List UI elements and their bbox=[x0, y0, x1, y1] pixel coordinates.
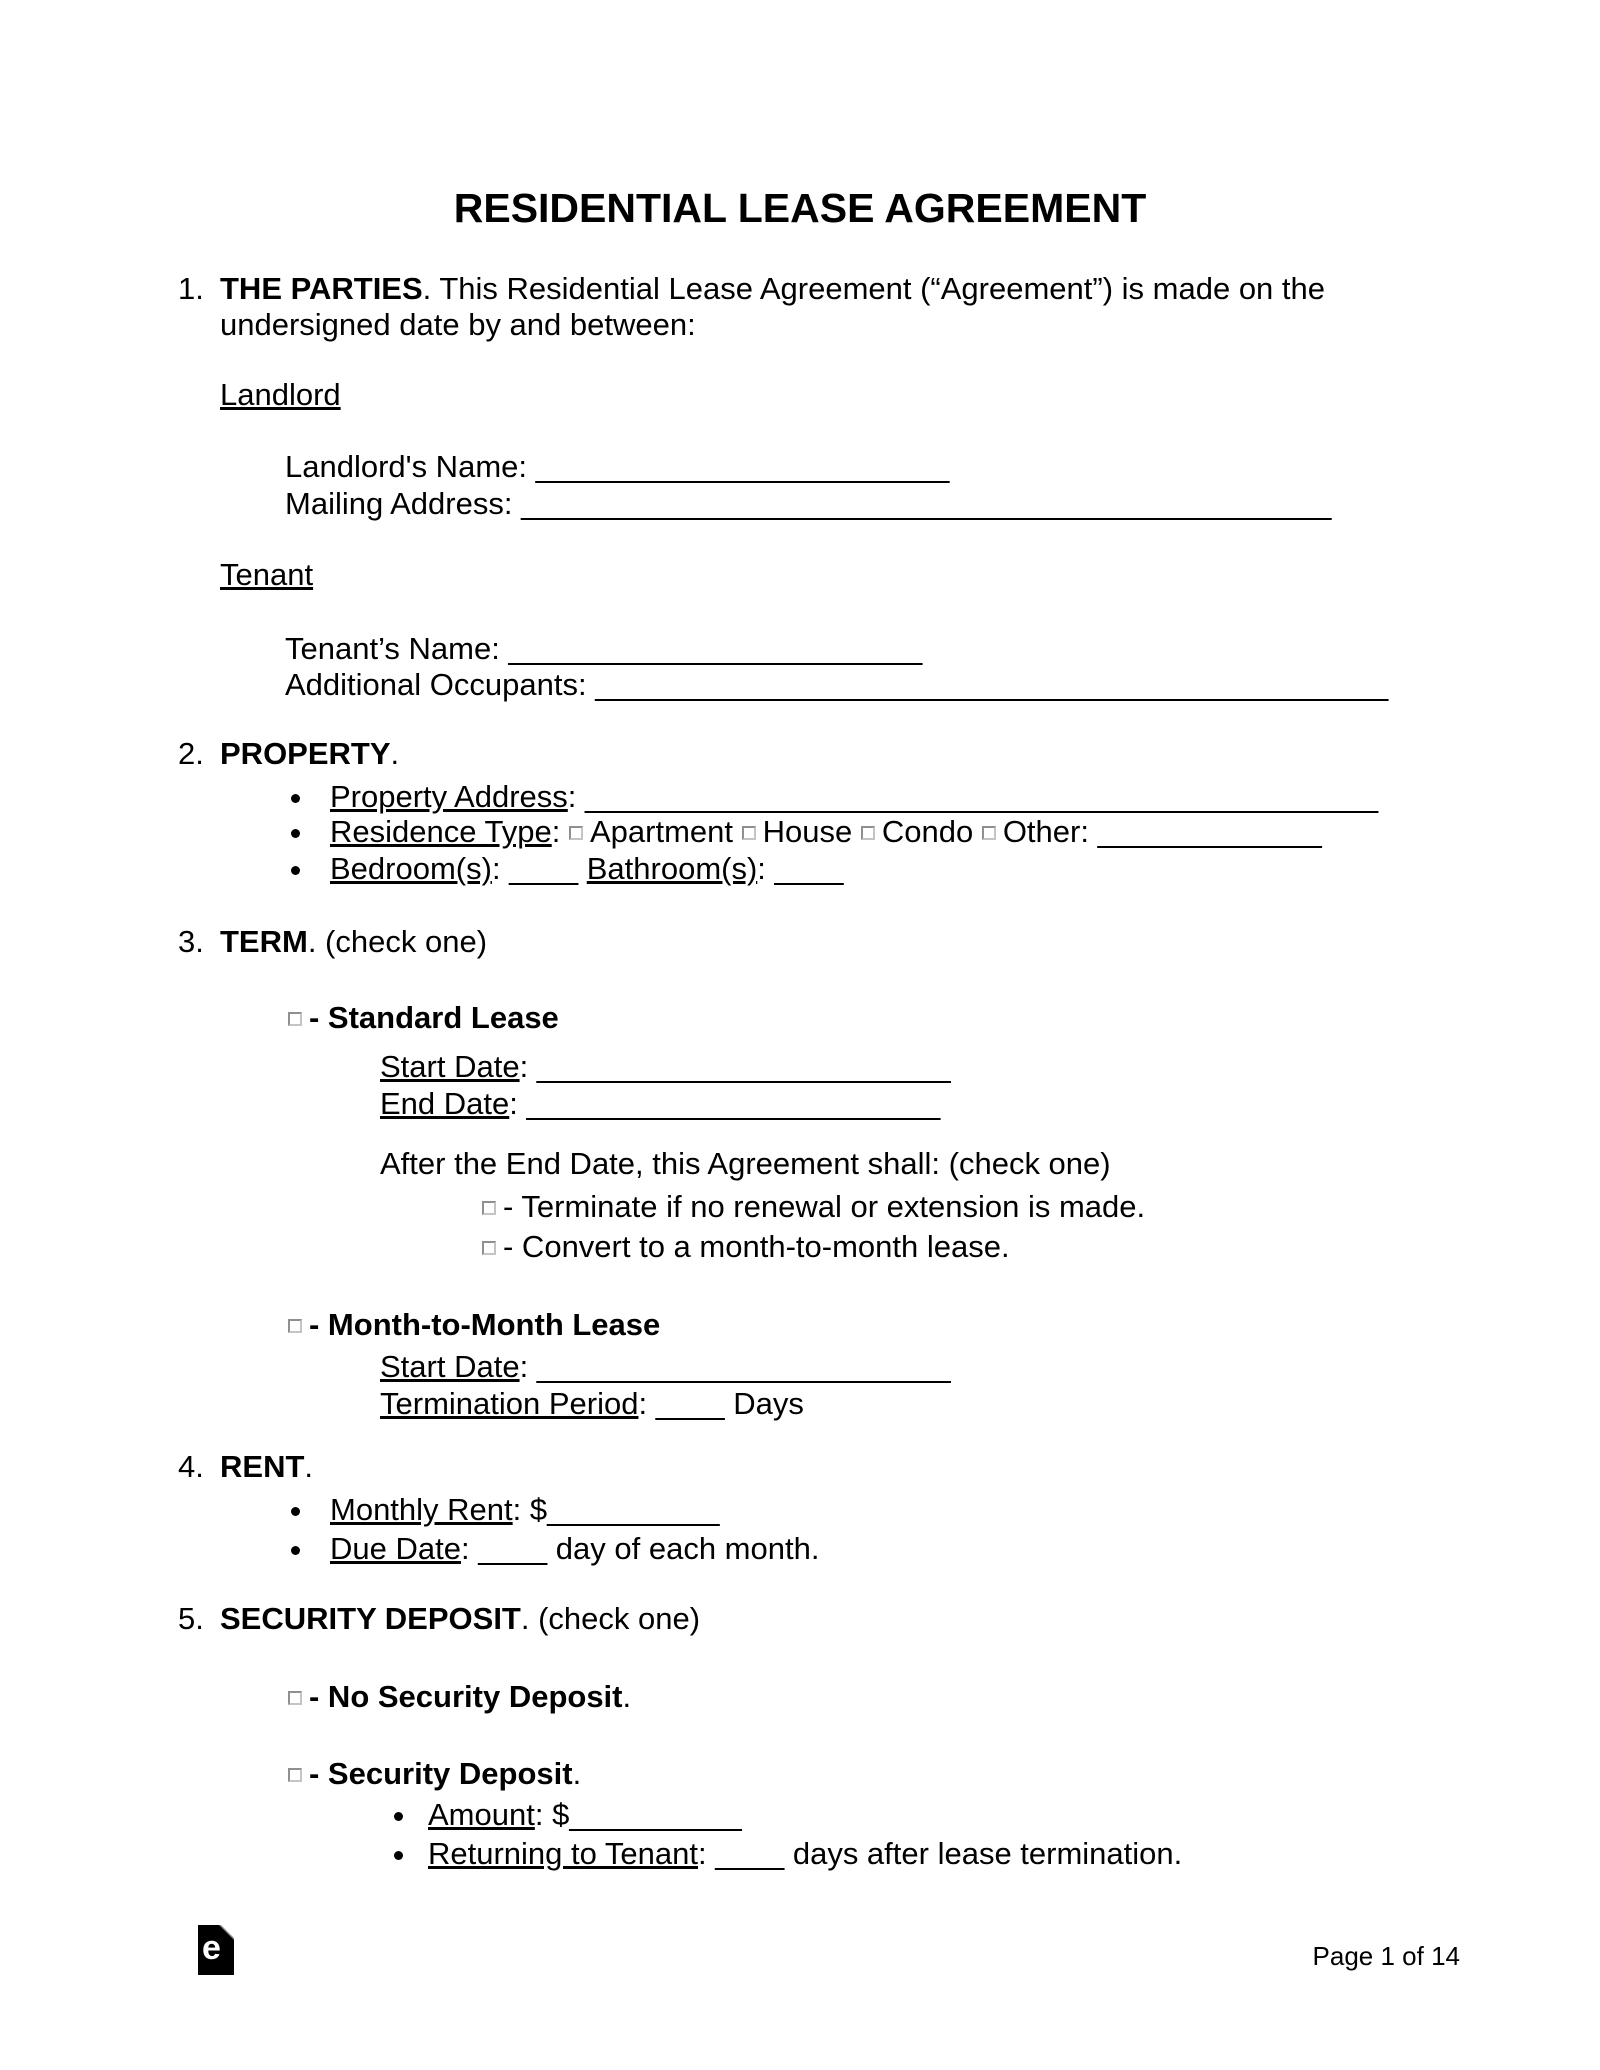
option-convert-line bbox=[482, 1229, 1010, 1265]
tenant-name-label: Tenant’s Name bbox=[285, 631, 492, 666]
tenant-name-blank[interactable]: ________________________ bbox=[508, 631, 923, 666]
residence-type-label: Residence Type bbox=[330, 814, 552, 849]
tenant-heading-text: Tenant bbox=[220, 557, 314, 592]
bedrooms-sep: : bbox=[491, 851, 510, 886]
no-security-deposit-suffix: . bbox=[622, 1679, 632, 1714]
returning-line bbox=[428, 1836, 1182, 1872]
bullet-icon bbox=[291, 794, 300, 803]
amount-label: Amount bbox=[428, 1797, 535, 1832]
section-parties-intro-1: . This Residential Lease Agreement (“Agreement”) is made on the bbox=[422, 271, 1326, 306]
residence-option-condo: Condo bbox=[881, 814, 982, 849]
due-date-blank[interactable]: ____ bbox=[478, 1531, 548, 1566]
section-property-heading-line bbox=[220, 736, 399, 772]
option-terminate-line bbox=[482, 1189, 1145, 1225]
residence-option-other-label: Other bbox=[1002, 814, 1081, 849]
additional-occupants-sep: : bbox=[577, 667, 596, 702]
landlord-heading bbox=[220, 377, 341, 413]
bullet-icon bbox=[291, 1507, 300, 1516]
after-end-date-note: After the End Date, this Agreement shall: (check one) bbox=[380, 1146, 1111, 1181]
additional-occupants-label: Additional Occupants bbox=[285, 667, 578, 702]
standard-lease-label: - Standard Lease bbox=[309, 1000, 559, 1035]
property-address-blank[interactable]: ______________________________________________ bbox=[585, 779, 1379, 814]
residence-type-line bbox=[330, 814, 1322, 850]
bathrooms-blank[interactable]: ____ bbox=[774, 851, 844, 886]
checkbox-month-to-month[interactable] bbox=[288, 1319, 302, 1333]
returning-sep: : bbox=[698, 1836, 716, 1871]
section-term-number: 3. bbox=[178, 924, 204, 959]
monthly-rent-line bbox=[330, 1492, 720, 1528]
section-property-heading-suffix: . bbox=[390, 736, 400, 771]
section-parties-heading: THE PARTIES bbox=[220, 271, 423, 306]
standard-end-date-sep: : bbox=[509, 1086, 527, 1121]
section-parties-intro-2: undersigned date by and between: bbox=[220, 307, 696, 342]
logo-fold-icon bbox=[221, 1925, 234, 1938]
m2m-start-date-sep: : bbox=[519, 1349, 537, 1384]
additional-occupants-blank[interactable]: ______________________________________________ bbox=[595, 667, 1389, 702]
bullet-icon bbox=[291, 829, 300, 838]
standard-end-date-line bbox=[380, 1086, 940, 1122]
amount-line bbox=[428, 1797, 742, 1833]
due-date-line bbox=[330, 1531, 819, 1567]
no-security-deposit-label: - No Security Deposit bbox=[309, 1679, 623, 1714]
security-deposit-line bbox=[288, 1756, 581, 1792]
page-number-label: Page 1 of 14 bbox=[1312, 1941, 1460, 1971]
checkbox-apartment[interactable] bbox=[569, 826, 583, 840]
mailing-address-sep: : bbox=[503, 486, 522, 521]
security-deposit-suffix: . bbox=[572, 1756, 582, 1791]
bedrooms-bathrooms-line bbox=[330, 851, 844, 887]
property-address-sep: : bbox=[567, 779, 586, 814]
landlord-name-line bbox=[285, 449, 949, 485]
checkbox-security-deposit[interactable] bbox=[288, 1768, 302, 1782]
property-address-label: Property Address bbox=[330, 779, 568, 814]
mailing-address-blank[interactable]: _______________________________________________ bbox=[521, 486, 1332, 521]
due-date-after: day of each month. bbox=[547, 1531, 820, 1566]
section-term-heading-suffix: . (check one) bbox=[307, 924, 488, 959]
termination-period-line bbox=[380, 1386, 804, 1422]
returning-after: days after lease termination. bbox=[784, 1836, 1183, 1871]
standard-lease-line bbox=[288, 1000, 559, 1036]
standard-start-date-line bbox=[380, 1049, 951, 1085]
security-deposit-label: - Security Deposit bbox=[309, 1756, 573, 1791]
monthly-rent-blank[interactable]: __________ bbox=[547, 1492, 720, 1527]
eforms-logo bbox=[198, 1925, 234, 1975]
mailing-address-label: Mailing Address bbox=[285, 486, 504, 521]
checkbox-standard-lease[interactable] bbox=[288, 1012, 302, 1026]
residence-type-sep: : bbox=[551, 814, 569, 849]
section-property-heading: PROPERTY bbox=[220, 736, 391, 771]
bedrooms-label: Bedroom(s) bbox=[330, 851, 492, 886]
standard-start-date-label: Start Date bbox=[380, 1049, 520, 1084]
m2m-start-date-line bbox=[380, 1349, 951, 1385]
checkbox-convert[interactable] bbox=[482, 1241, 496, 1255]
landlord-heading-text: Landlord bbox=[220, 377, 341, 412]
residence-option-apartment: Apartment bbox=[589, 814, 742, 849]
tenant-name-sep: : bbox=[491, 631, 509, 666]
termination-period-blank[interactable]: ____ bbox=[655, 1386, 725, 1421]
residence-option-other-blank[interactable]: _____________ bbox=[1097, 814, 1322, 849]
monthly-rent-label: Monthly Rent bbox=[330, 1492, 513, 1527]
section-rent-heading-suffix: . bbox=[304, 1449, 314, 1484]
no-security-deposit-line bbox=[288, 1679, 631, 1715]
bullet-icon bbox=[291, 866, 300, 875]
section-term-heading: TERM bbox=[220, 924, 308, 959]
returning-blank[interactable]: ____ bbox=[715, 1836, 785, 1871]
section-security-number: 5. bbox=[178, 1601, 204, 1636]
section-security-heading: SECURITY DEPOSIT bbox=[220, 1601, 521, 1636]
additional-occupants-line bbox=[285, 667, 1388, 703]
bathrooms-label: Bathroom(s) bbox=[586, 851, 758, 886]
section-security-heading-suffix: . (check one) bbox=[520, 1601, 701, 1636]
section-security-heading-line bbox=[220, 1601, 700, 1637]
tenant-heading bbox=[220, 557, 313, 593]
checkbox-condo[interactable] bbox=[861, 826, 875, 840]
amount-blank[interactable]: __________ bbox=[569, 1797, 742, 1832]
section-term-heading-line bbox=[220, 924, 487, 960]
due-date-sep: : bbox=[460, 1531, 479, 1566]
section-rent-heading-line bbox=[220, 1449, 313, 1485]
section-property-number: 2. bbox=[178, 736, 204, 771]
termination-period-sep: : bbox=[638, 1386, 656, 1421]
option-terminate-label: - Terminate if no renewal or extension is made. bbox=[503, 1189, 1146, 1224]
termination-period-label: Termination Period bbox=[380, 1386, 639, 1421]
termination-period-after: Days bbox=[724, 1386, 804, 1421]
section-rent-number: 4. bbox=[178, 1449, 204, 1484]
checkbox-no-security-deposit[interactable] bbox=[288, 1691, 302, 1705]
amount-sep: : $ bbox=[534, 1797, 570, 1832]
document-title: RESIDENTIAL LEASE AGREEMENT bbox=[453, 185, 1147, 231]
standard-end-date-blank[interactable]: ________________________ bbox=[526, 1086, 941, 1121]
month-to-month-line bbox=[288, 1307, 660, 1343]
tenant-name-line bbox=[285, 631, 922, 667]
standard-end-date-label: End Date bbox=[380, 1086, 510, 1121]
checkbox-terminate[interactable] bbox=[482, 1201, 496, 1215]
bedrooms-blank[interactable]: ____ bbox=[509, 851, 587, 886]
due-date-label: Due Date bbox=[330, 1531, 461, 1566]
property-address-line bbox=[330, 779, 1378, 815]
logo-letter: e bbox=[202, 1929, 221, 1967]
m2m-start-date-blank[interactable]: ________________________ bbox=[536, 1349, 951, 1384]
checkbox-house[interactable] bbox=[742, 826, 756, 840]
standard-start-date-blank[interactable]: ________________________ bbox=[536, 1049, 951, 1084]
landlord-name-sep: : bbox=[518, 449, 536, 484]
option-convert-label: - Convert to a month-to-month lease. bbox=[503, 1229, 1010, 1264]
returning-label: Returning to Tenant bbox=[428, 1836, 699, 1871]
residence-option-house: House bbox=[762, 814, 861, 849]
mailing-address-line bbox=[285, 486, 1331, 522]
landlord-name-blank[interactable]: ________________________ bbox=[535, 449, 950, 484]
section-parties-heading-line bbox=[220, 271, 1325, 307]
standard-start-date-sep: : bbox=[519, 1049, 537, 1084]
m2m-start-date-label: Start Date bbox=[380, 1349, 520, 1384]
monthly-rent-sep: : $ bbox=[512, 1492, 548, 1527]
section-parties-number: 1. bbox=[178, 271, 204, 306]
bathrooms-sep: : bbox=[757, 851, 775, 886]
section-rent-heading: RENT bbox=[220, 1449, 305, 1484]
bullet-icon bbox=[394, 1851, 403, 1860]
checkbox-other[interactable] bbox=[982, 826, 996, 840]
bullet-icon bbox=[291, 1546, 300, 1555]
bullet-icon bbox=[394, 1812, 403, 1821]
landlord-name-label: Landlord's Name bbox=[285, 449, 519, 484]
residence-option-other-sep: : bbox=[1080, 814, 1098, 849]
month-to-month-label: - Month-to-Month Lease bbox=[309, 1307, 661, 1342]
